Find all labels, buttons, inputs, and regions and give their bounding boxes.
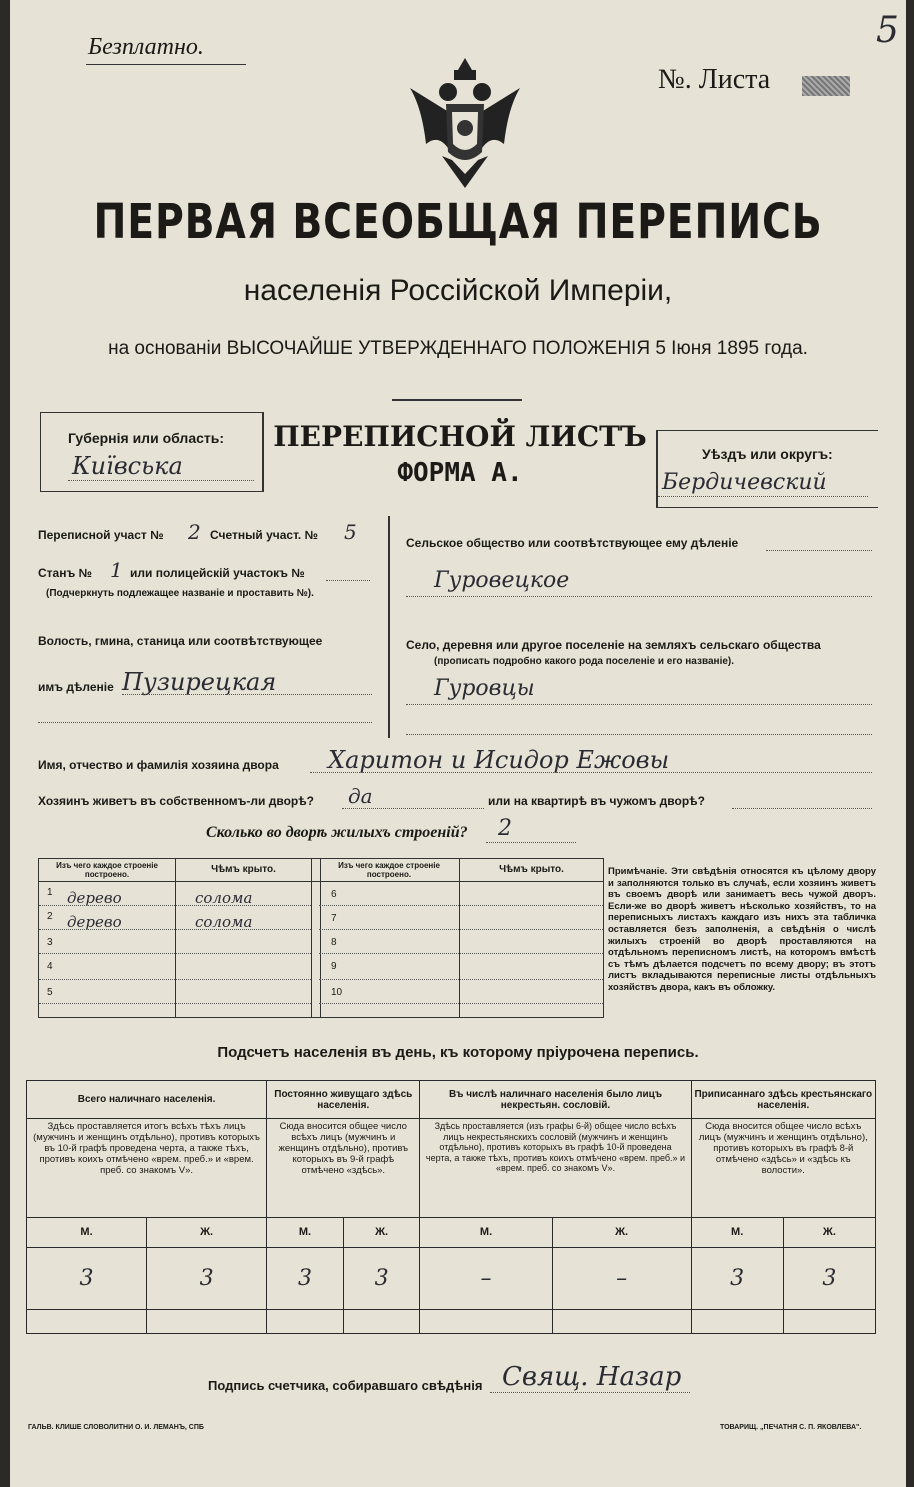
m-label: М. [267, 1217, 344, 1247]
buildings-label: Сколько во дворѣ жилыхъ строеній? [206, 824, 468, 841]
subtitle: населенія Россійской Имперіи, [243, 274, 673, 307]
row-number: 9 [331, 961, 337, 972]
owner-name-label: Имя, отчество и фамилія хозяина двора [38, 758, 279, 772]
col-material-head-2: Изъ чего каждое строеніе построено. [338, 861, 440, 879]
tally-head-3: Въ числѣ наличнаго населенія было лицъ некрестьян. сословій. [420, 1081, 691, 1119]
m-label: М. [27, 1217, 147, 1247]
owner-lives-value[interactable]: да [348, 784, 373, 808]
basis-line: на основаніи ВЫСОЧАЙШЕ УТВЕРЖДЕННАГО ПОЛОЖЕНІЯ 5 Іюня 1895 года. [108, 338, 808, 359]
row-number: 7 [331, 913, 337, 924]
page-mark: 5 [876, 10, 899, 51]
village-note: (прописать подробно какого рода поселеніе и его названіе). [434, 656, 735, 667]
owner-lives-label: Хозяинъ живетъ въ собственномъ-ли дворѣ? [38, 794, 315, 808]
province-value[interactable]: Київська [72, 452, 183, 480]
col-material-head: Изъ чего каждое строеніе построено. [56, 861, 158, 879]
volost-label-2: имъ дѣленіе [38, 680, 114, 694]
row-number: 2 [47, 911, 53, 922]
row-roof[interactable]: солома [195, 889, 253, 907]
free-label: Безплатно. [88, 34, 204, 60]
province-label: Губернія или область: [68, 430, 225, 446]
tally-title: Подсчетъ населенія въ день, къ которому пріурочена перепись. [217, 1044, 699, 1061]
row-number: 10 [331, 987, 343, 998]
col-roof-head-2: Чѣмъ крыто. [499, 864, 564, 875]
stan-note: (Подчеркнуть подлежащее названіе и проставить №). [46, 588, 314, 599]
row-number: 6 [331, 889, 337, 900]
col-roof-head: Чѣмъ крыто. [211, 864, 276, 875]
m-label: М. [420, 1217, 552, 1247]
m-label: М. [691, 1217, 783, 1247]
society-label: Сельское общество или соотвѣтствующее ему дѣленіе [406, 536, 739, 550]
tally-desc-3: Здѣсь проставляется (изъ графы 6-й) общее число всѣхъ лицъ некрестьянскихъ сословій (мужчинъ и женщинъ отдѣльно), противъ которыхъ въ графѣ 10-й проведена черта, а также тѣхъ, противъ коихъ отмѣчено «врем. преб.» и «врем. преб. со знакомъ V». [420, 1119, 691, 1217]
tally-value[interactable]: – [552, 1247, 691, 1309]
tally-value[interactable]: 3 [267, 1247, 344, 1309]
row-number: 8 [331, 937, 337, 948]
census-section-label: Переписной участ № [38, 528, 164, 542]
form-subtitle: ФОРМА А. [397, 458, 523, 488]
village-label: Село, деревня или другое поселеніе на земляхъ сельскаго общества [406, 638, 821, 652]
census-sheet [10, 0, 906, 1487]
district-value[interactable]: Бердичевский [662, 470, 827, 495]
tally-desc-4: Сюда вносится общее число всѣхъ лицъ (мужчинъ и женщинъ отдѣльно), противъ которыхъ въ графѣ 8-й отмѣчено «здѣсь» и «здѣсь къ волости». [691, 1119, 875, 1217]
count-section-label: Счетный участ. № [210, 528, 318, 542]
tally-value[interactable]: 3 [27, 1247, 147, 1309]
count-section-value[interactable]: 5 [344, 520, 357, 544]
f-label: Ж. [343, 1217, 420, 1247]
row-number: 5 [47, 987, 53, 998]
village-value[interactable]: Гуровцы [434, 676, 535, 701]
buildings-value[interactable]: 2 [498, 816, 512, 841]
tally-table [26, 1080, 876, 1334]
row-number: 1 [47, 887, 53, 898]
owner-name-value[interactable]: Харитон и Исидор Ежовы [328, 746, 670, 774]
district-label: Уѣздъ или округъ: [702, 446, 833, 462]
row-number: 3 [47, 937, 53, 948]
volost-label: Волость, гмина, станица или соотвѣтствующее [38, 634, 323, 648]
page-title: ПЕРВАЯ ВСЕОБЩАЯ ПЕРЕПИСЬ [93, 194, 823, 250]
stan-label: Станъ № [38, 566, 92, 580]
tally-desc-2: Сюда вносится общее число всѣхъ лицъ (мужчинъ и женщинъ отдѣльно), противъ которыхъ въ 9-й графѣ отмѣчено «здѣсь». [267, 1119, 420, 1217]
ornament-divider [392, 396, 522, 404]
footer-right: ТОВАРИЩ. „ПЕЧАТНЯ С. П. ЯКОВЛЕВА". [720, 1424, 862, 1431]
owner-or-label: или на квартирѣ въ чужомъ дворѣ? [488, 794, 705, 808]
buildings-table [38, 858, 604, 1018]
tally-value[interactable]: 3 [691, 1247, 783, 1309]
tally-head-4: Приписаннаго здѣсь крестьянскаго населенія. [691, 1081, 875, 1119]
tally-head-2: Постоянно живущаго здѣсь населенія. [267, 1081, 420, 1119]
stan-value[interactable]: 1 [110, 558, 123, 582]
signature-label: Подпись счетчика, собиравшаго свѣдѣнія [208, 1378, 483, 1393]
row-material[interactable]: дерево [67, 889, 122, 907]
volost-value[interactable]: Пузирецкая [122, 668, 277, 696]
row-roof[interactable]: солома [195, 913, 253, 931]
tally-desc-1: Здѣсь проставляется итогъ всѣхъ тѣхъ лицъ (мужчинъ и женщинъ отдѣльно), противъ которыхъ въ 10-й графѣ проведена черта, а также тѣхъ, противъ коихъ отмѣчено «врем. преб.» и «врем. преб. со знакомъ V». [27, 1119, 267, 1217]
row-material[interactable]: дерево [67, 913, 122, 931]
footer-left: ГАЛЬВ. КЛИШЕ СЛОВОЛИТНИ О. И. ЛЕМАНЪ, СПБ [28, 1424, 204, 1431]
tally-value[interactable]: 3 [147, 1247, 267, 1309]
tally-value[interactable]: – [420, 1247, 552, 1309]
f-label: Ж. [552, 1217, 691, 1247]
f-label: Ж. [147, 1217, 267, 1247]
census-section-value[interactable]: 2 [188, 520, 201, 544]
tally-head-1: Всего наличнаго населенія. [27, 1081, 267, 1119]
imperial-eagle-icon [402, 48, 528, 198]
f-label: Ж. [783, 1217, 875, 1247]
form-title: ПЕРЕПИСНОЙ ЛИСТЪ [273, 420, 647, 453]
police-label: или полицейскій участокъ № [130, 566, 305, 580]
sheet-number-stamp [802, 76, 850, 96]
note-text: Примѣчаніе. Эти свѣдѣнія относятся къ цѣлому двору и заполняются только въ случаѣ, если хозяинъ живетъ въ своемъ дворѣ или занимаетъ весь чужой дворъ. Если-же во дворѣ живетъ нѣсколько хозяйствъ, то на переписныхъ листахъ каждаго изъ нихъ эта табличка оставляется безъ заполненія, а свѣдѣнія о числѣ жилыхъ строеній во дворѣ проставляются на отдѣльномъ переписномъ листѣ, на которомъ вмѣстѣ съ тѣмъ дѣлается подсчетъ по всему двору; въ этотъ листъ вкладываются переписные листы отдѣльныхъ хозяйствъ двора, какъ въ обложку. [608, 866, 876, 993]
sheet-number-label: №. Листа [658, 64, 771, 95]
tally-value[interactable]: 3 [783, 1247, 875, 1309]
tally-value[interactable]: 3 [343, 1247, 420, 1309]
row-number: 4 [47, 961, 53, 972]
signature-value[interactable]: Свящ. Назар [502, 1362, 682, 1392]
society-value[interactable]: Гуровецкое [434, 568, 570, 593]
